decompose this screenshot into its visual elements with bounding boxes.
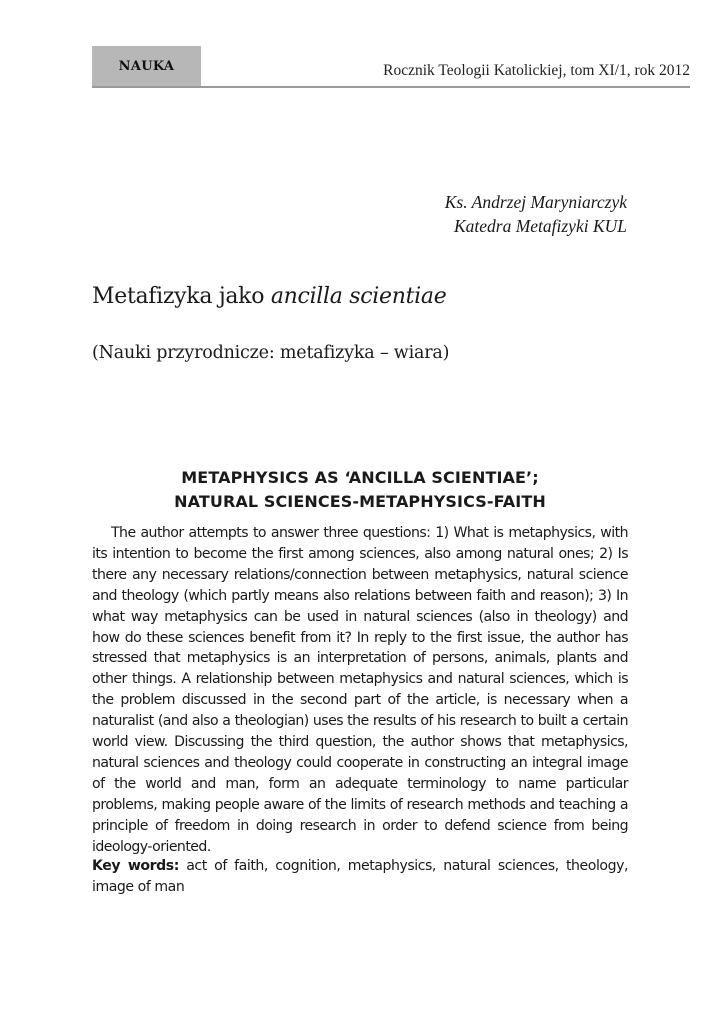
article-title-main: Metafizyka jako [92, 284, 271, 309]
article-title-italic: ancilla scientiae [270, 284, 447, 309]
section-tag: NAUKA [92, 46, 201, 87]
author-affiliation: Katedra Metafizyki KUL [453, 216, 627, 236]
keywords [92, 856, 628, 898]
english-title [92, 466, 628, 514]
author-block [445, 190, 627, 238]
keywords-text: act of faith, cognition, metaphysics, natural sciences, theology, image of man [92, 858, 628, 895]
author-name: Ks. Andrzej Maryniarczyk [444, 192, 627, 212]
english-title-line-1: METAPHYSICS AS ‘ANCILLA SCIENTIAE’; [181, 468, 539, 487]
article-subtitle: (Nauki przyrodnicze: metafizyka – wiara) [92, 343, 450, 363]
article-title [92, 284, 446, 309]
abstract-text: The author attempts to answer three questions: 1) What is metaphysics, with its intention to become the first among sciences, also among natural ones; 2) Is there any necessary relations/connection between metaphysics, natural science and theology (which partly means also relations between faith and reason); 3) In what way metaphysics can be used in natural sciences (also in theology) and how do these sciences benefit from it? In reply to the first issue, the author has stressed that metaphysics is an interpretation of persons, animals, plants and other things. A relationship between metaphysics and natural sciences, which is the problem discussed in the second part of the article, is necessary when a naturalist (and also a theologian) uses the results of his research to built a certain world view. Discussing the third question, the author shows that metaphysics, natural sciences and theology could cooperate in constructing an integral image of the world and man, form an adequate terminology to name particular problems, making people aware of the limits of research methods and teaching a principle of freedom in doing research in order to defend science from being ideology-oriented. [92, 525, 628, 855]
keywords-label: Key words: [92, 858, 179, 874]
header-divider [92, 86, 690, 88]
journal-header: Rocznik Teologii Katolickiej, tom XI/1, rok 2012 [383, 62, 690, 79]
english-title-line-2: NATURAL SCIENCES-METAPHYSICS-FAITH [174, 492, 546, 511]
